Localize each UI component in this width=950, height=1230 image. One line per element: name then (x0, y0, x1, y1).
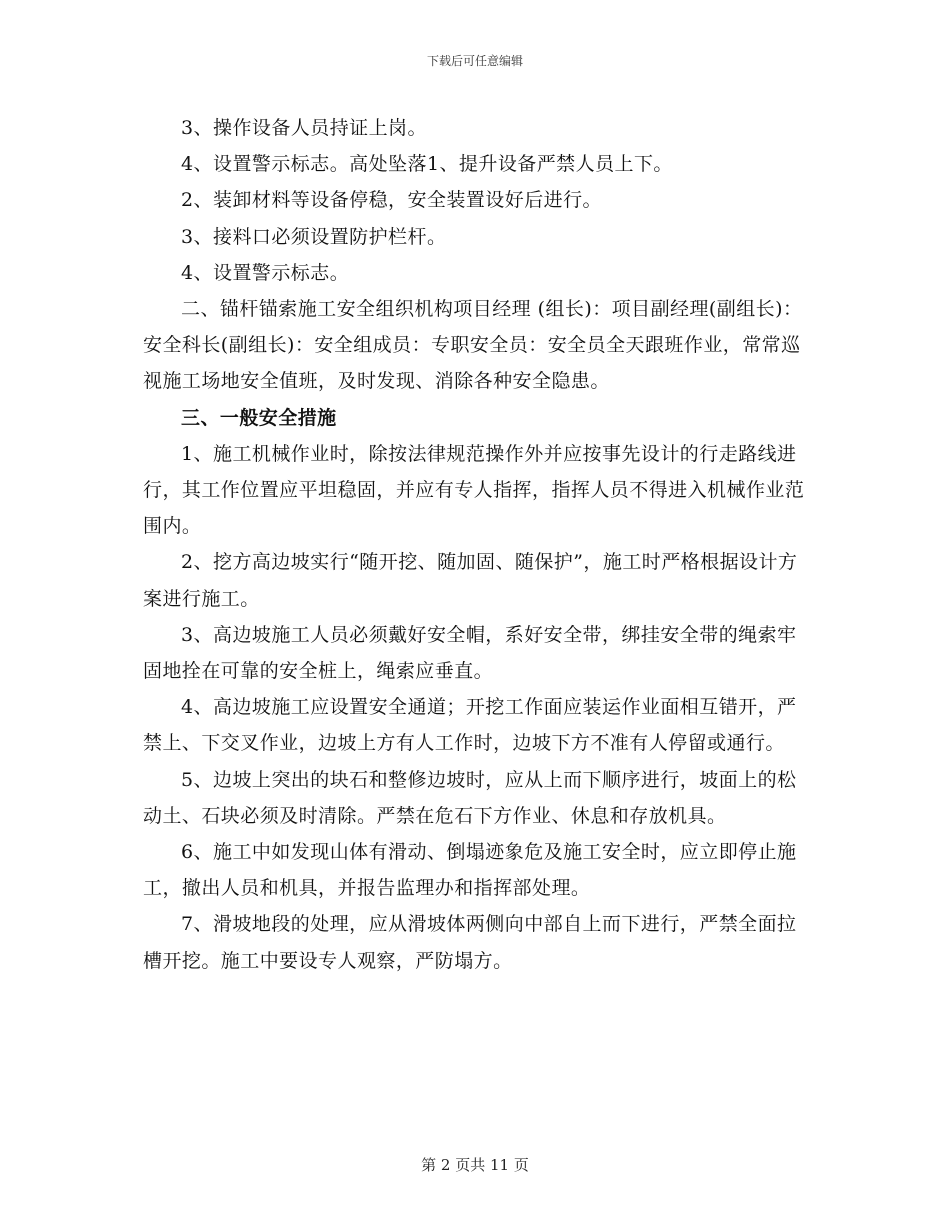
measure-5: 5、边坡上突出的块石和整修边坡时，应从上而下顺序进行，坡面上的松动土、石块必须及时清除。严禁在危石下方作业、休息和存放机具。 (143, 768, 797, 827)
measure-2: 2、挖方高边坡实行“随开挖、随加固、随保护”，施工时严格根据设计方案进行施工。 (143, 551, 798, 610)
measure-1: 1、施工机械作业时，除按法律规范操作外并应按事先设计的行走路线进行，其工作位置应平坦稳固，并应有专人指挥，指挥人员不得进入机械作业范围内。 (143, 442, 805, 538)
measure-6: 6、施工中如发现山体有滑动、倒塌迹象危及施工安全时，应立即停止施工，撤出人员和机具，并报告监理办和指挥部处理。 (143, 841, 797, 900)
measure-4: 4、高边坡施工应设置安全通道；开挖工作面应装运作业面相互错开，严禁上、下交叉作业，边坡上方有人工作时，边坡下方不准有人停留或通行。 (143, 696, 797, 755)
paragraph-3: 2、装卸材料等设备停稳，安全装置设好后进行。 (181, 189, 602, 212)
page-footer: 第 2 页共 11 页 (421, 1156, 529, 1174)
paragraph-1: 3、操作设备人员持证上岗。 (181, 117, 427, 139)
paragraph-2: 4、设置警示标志。高处坠落1、提升设备严禁人员上下。 (181, 153, 673, 176)
measure-3: 3、高边坡施工人员必须戴好安全帽，系好安全带，绑挂安全带的绳索牢固地拴在可靠的安全桩上，绳索应垂直。 (143, 623, 797, 683)
paragraph-4: 3、接料口必须设置防护栏杆。 (181, 225, 447, 248)
section-heading-safety-measures: 三、一般安全措施 (181, 406, 337, 429)
measure-7: 7、滑坡地段的处理，应从滑坡体两侧向中部自上而下进行，严禁全面拉槽开挖。施工中要设专人观察，严防塌方。 (143, 913, 797, 972)
paragraph-organization: 二、锚杆锚索施工安全组织机构项目经理 (组长)：项目副经理(副组长)： 安全科长(副组长)：安全组成员：专职安全员：安全员全天跟班作业，常常巡视施工场地安全值班，及时发现、消除各种安全隐患。 (143, 298, 829, 393)
page-header: 下载后可任意编辑 (426, 54, 523, 68)
document-body (143, 110, 829, 979)
paragraph-5: 4、设置警示标志。 (181, 261, 350, 284)
